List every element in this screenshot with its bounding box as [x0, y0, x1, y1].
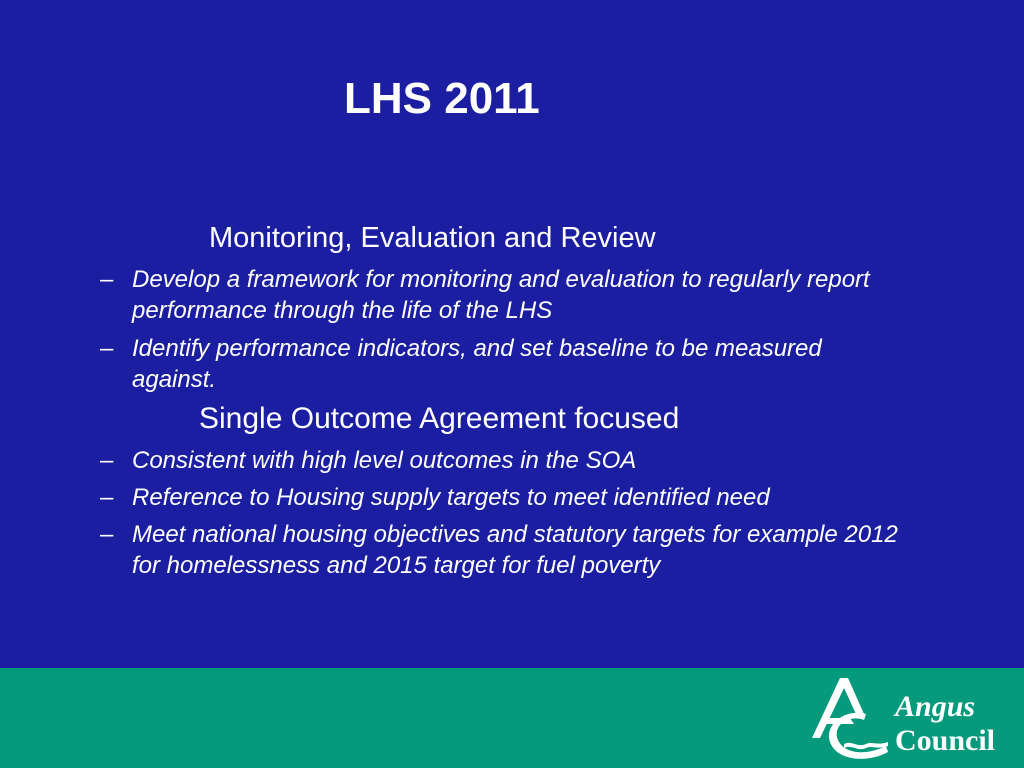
bullet-item [100, 333, 900, 395]
bullet-text: Consistent with high level outcomes in the SOA [132, 447, 637, 474]
bullet-item [100, 482, 900, 513]
logo-text-angus: Angus [895, 690, 976, 723]
angus-council-logo-icon [804, 674, 892, 762]
bullet-dash: – [100, 447, 114, 474]
bullet-text: Identify performance indicators, and set baseline to be measured against. [132, 335, 822, 393]
bullet-dash: – [100, 484, 114, 511]
bullet-item [100, 445, 900, 476]
bullet-item [100, 264, 900, 326]
slide-title: LHS 2011 [344, 74, 540, 123]
section-heading-monitoring: Monitoring, Evaluation and Review [209, 222, 656, 254]
bullet-dash: – [100, 335, 114, 362]
logo-text-council: Council [895, 724, 996, 757]
bullet-text: Meet national housing objectives and statutory targets for example 2012 for homelessness and 2015 target for fuel poverty [132, 521, 898, 579]
bullet-dash: – [100, 521, 114, 548]
angus-council-logo [800, 672, 1015, 764]
bullet-text: Reference to Housing supply targets to meet identified need [132, 484, 770, 511]
section-heading-soa: Single Outcome Agreement focused [199, 402, 680, 435]
bullet-dash: – [100, 266, 114, 293]
bullet-item [100, 519, 900, 581]
bullet-text: Develop a framework for monitoring and evaluation to regularly report performance through the life of the LHS [132, 266, 870, 324]
